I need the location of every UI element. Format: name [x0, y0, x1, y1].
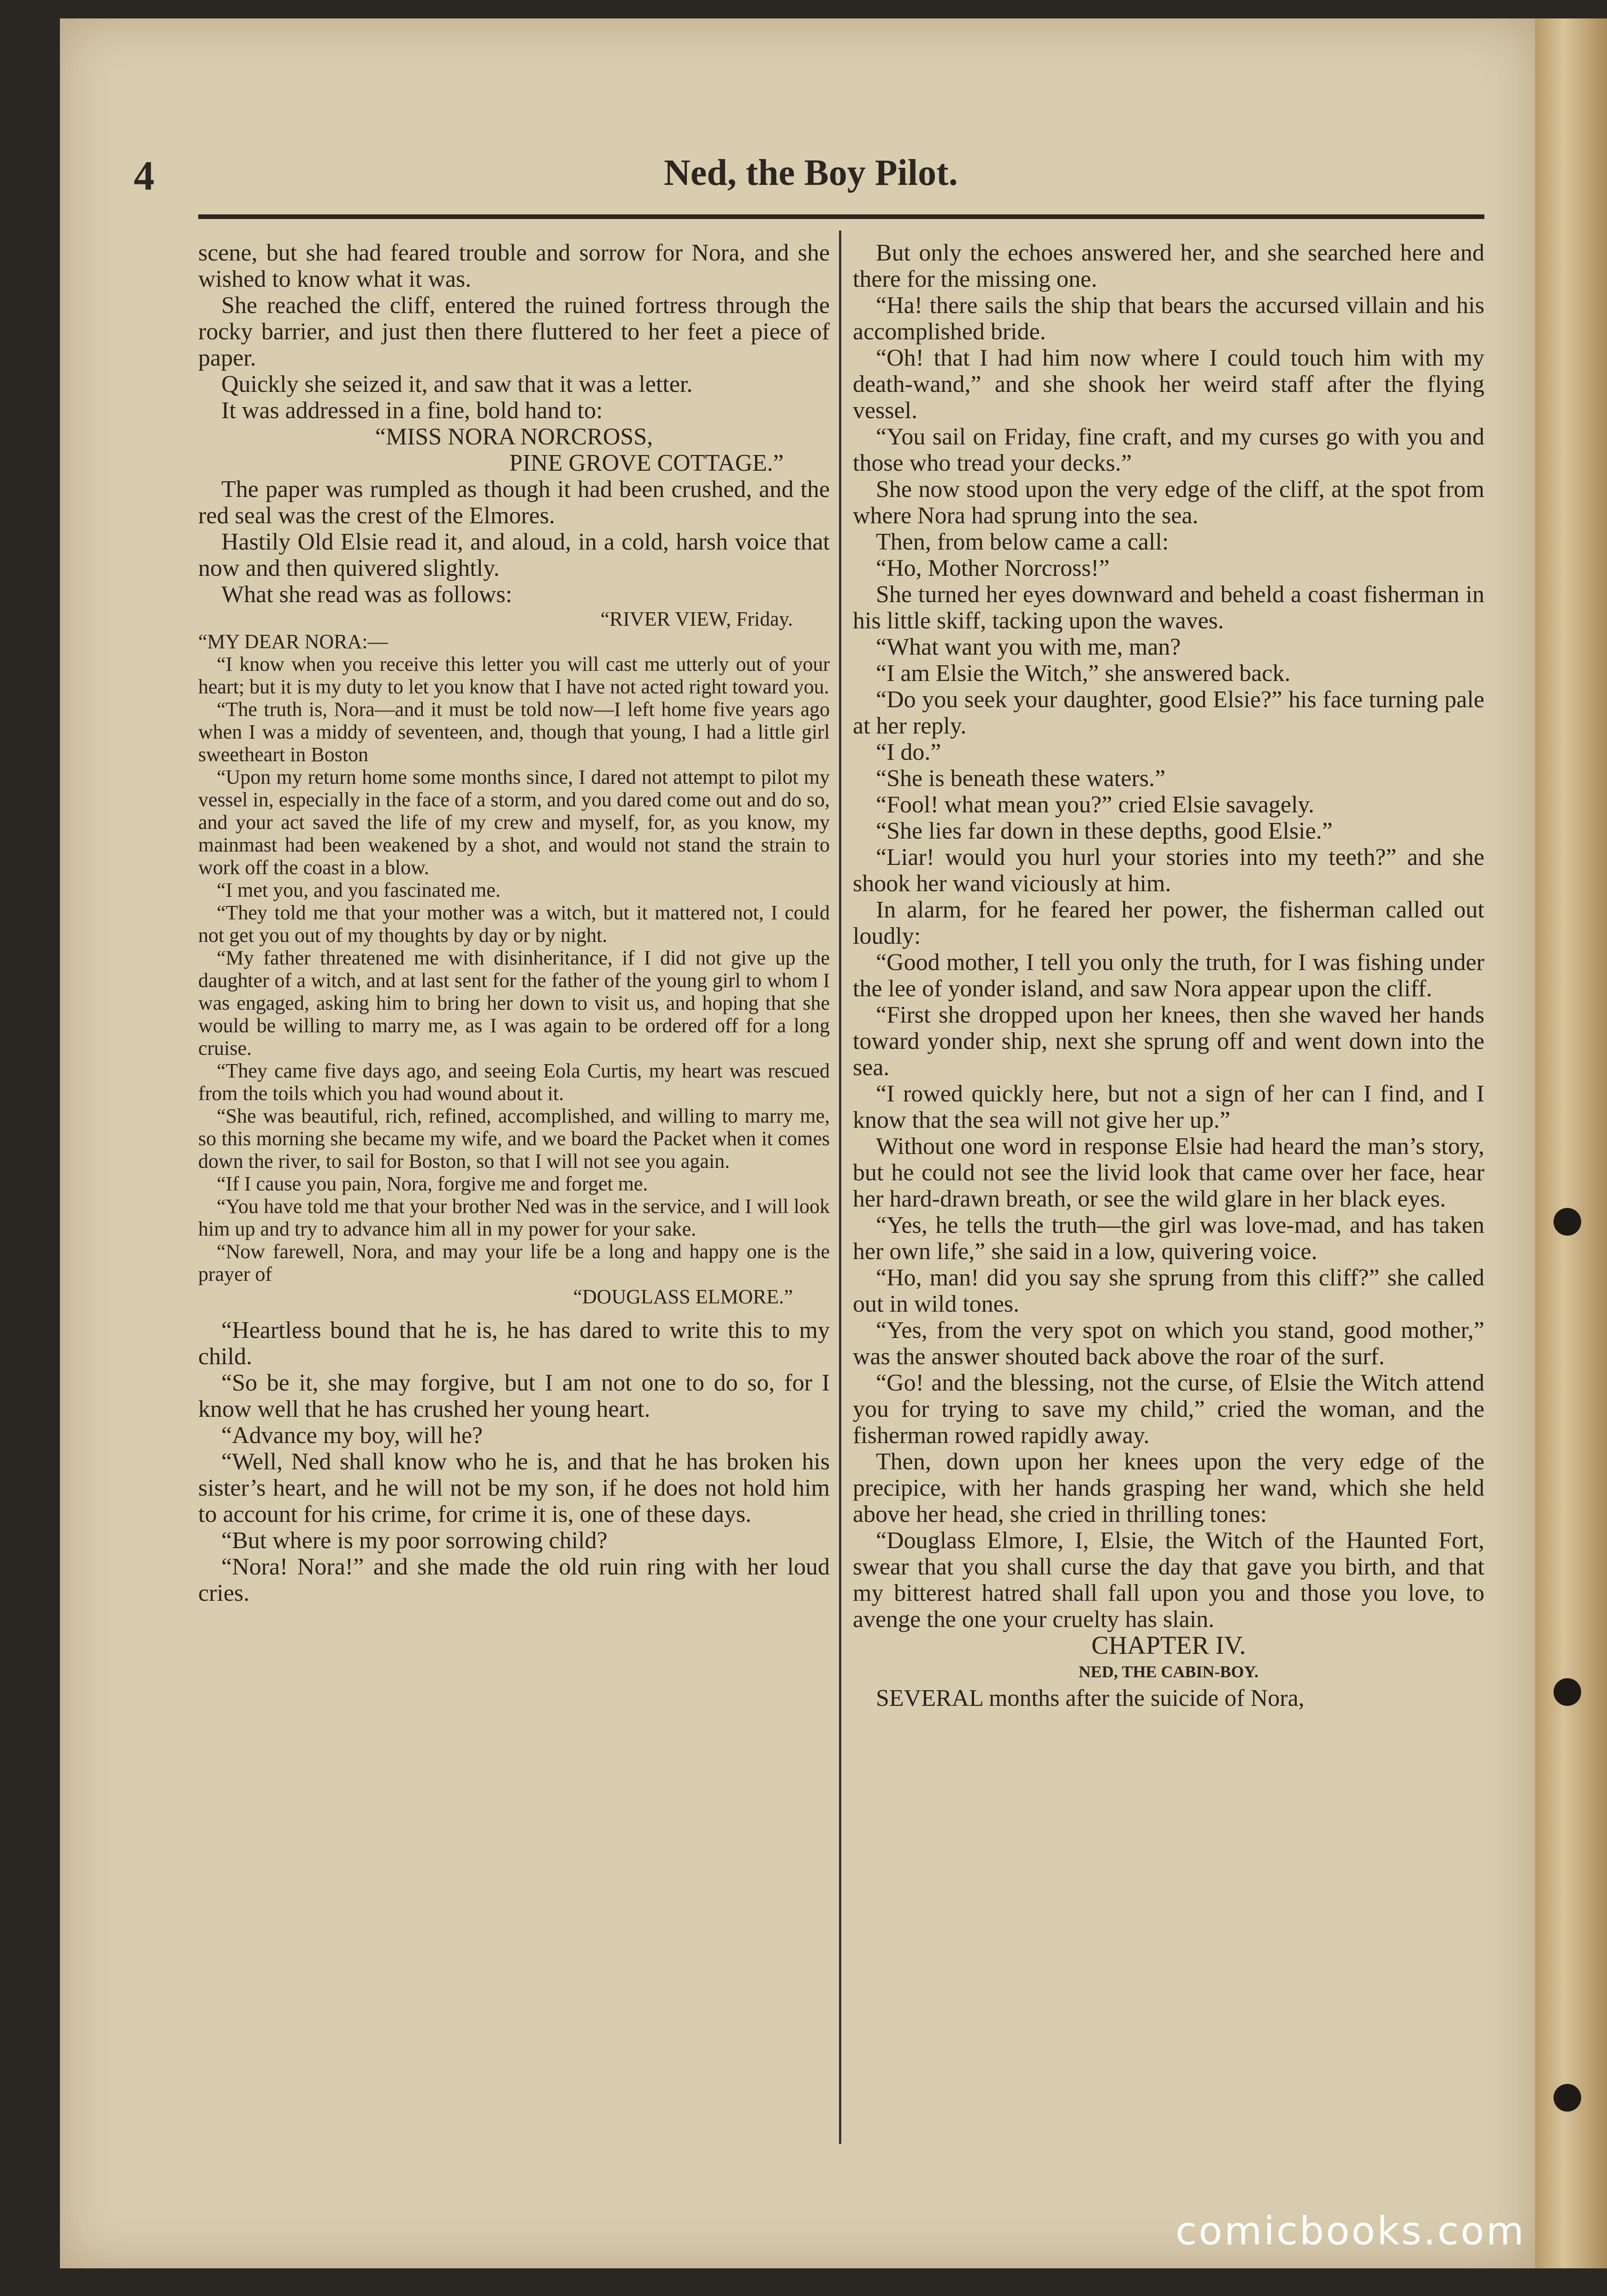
letter-block: [198, 608, 830, 1308]
page-header: [134, 152, 1494, 203]
paragraph: “She lies far down in these depths, good Elsie.”: [876, 818, 1333, 844]
paragraph: “Nora! Nora!” and she made the old ruin ring with her loud cries.: [198, 1554, 830, 1606]
address-name: “MISS NORA NORCROSS,: [375, 424, 653, 450]
letter-paragraph: “Now farewell, Nora, and may your life be a long and happy one is the prayer of: [198, 1240, 830, 1285]
letter-paragraph: “My father threatened me with disinheritance, if I did not give up the daughter of a witch, and at last sent for the father of the young girl to whom I was engaged, asking him to bring her down to visit us, and hoping that she would be willing to marry me, as I was again to be ordered off for a long cruise.: [198, 947, 830, 1059]
paragraph: “Do you seek your daughter, good Elsie?” his face turning pale at her reply.: [853, 686, 1484, 739]
paragraph: “Yes, he tells the truth—the girl was love-mad, and has taken her own life,” she said in a low, quivering voice.: [853, 1212, 1484, 1265]
letter-paragraph: “I met you, and you fascinated me.: [217, 879, 501, 901]
paragraph: “So be it, she may forgive, but I am not one to do so, for I know well that he has crushed her young heart.: [198, 1370, 830, 1422]
paragraph: “She is beneath these waters.”: [876, 765, 1166, 792]
letter-signature: “DOUGLASS ELMORE.”: [573, 1285, 793, 1308]
letter-paragraph: “The truth is, Nora—and it must be told now—I left home five years ago when I was a middy of seventeen, and, though that young, I had a little girl sweetheart in Boston: [198, 698, 830, 766]
letter-salutation: “MY DEAR NORA:—: [198, 630, 388, 653]
watermark-text: comicbooks.com: [1176, 2208, 1526, 2254]
paragraph: scene, but she had feared trouble and sorrow for Nora, and she wished to know what it was.: [198, 240, 830, 292]
staple-hole: [1554, 2084, 1581, 2112]
paragraph: “Yes, from the very spot on which you stand, good mother,” was the answer shouted back above the roar of the surf.: [853, 1317, 1484, 1370]
paragraph: Without one word in response Elsie had heard the man’s story, but he could not see the livid look that came over her face, hear her hard-drawn breath, or see the wild glare in her black eyes.: [853, 1133, 1484, 1212]
paragraph: “But where is my poor sorrowing child?: [221, 1527, 608, 1554]
column-divider: [839, 231, 841, 2144]
paragraph: What she read was as follows:: [221, 581, 513, 608]
address-place: PINE GROVE COTTAGE.”: [509, 450, 784, 476]
paragraph: Then, from below came a call:: [876, 529, 1169, 555]
staple-hole: [1554, 1678, 1581, 1706]
paragraph: “Good mother, I tell you only the truth, for I was fishing under the lee of yonder island, and saw Nora appear upon the cliff.: [853, 949, 1484, 1002]
paragraph: “Fool! what mean you?” cried Elsie savagely.: [876, 792, 1315, 818]
paragraph: But only the echoes answered her, and she searched here and there for the missing one.: [853, 240, 1484, 292]
letter-place: “RIVER VIEW, Friday.: [600, 608, 793, 630]
chapter-title: NED, THE CABIN-BOY.: [1078, 1663, 1259, 1681]
letter-paragraph: “They came five days ago, and seeing Eola Curtis, my heart was rescued from the toils which you had wound about it.: [198, 1059, 830, 1105]
staple-hole: [1554, 1208, 1581, 1236]
paragraph: It was addressed in a fine, bold hand to:: [221, 397, 603, 424]
paragraph: Then, down upon her knees upon the very edge of the precipice, with her hands grasping her wand, which she held above her head, she cried in thrilling tones:: [853, 1449, 1484, 1527]
paragraph: Quickly she seized it, and saw that it was a letter.: [221, 371, 693, 397]
paragraph: “You sail on Friday, fine craft, and my curses go with you and those who tread your decks.”: [853, 424, 1484, 476]
chapter-heading: CHAPTER IV.: [1091, 1631, 1246, 1660]
paragraph: The paper was rumpled as though it had been crushed, and the red seal was the crest of the Elmores.: [198, 476, 830, 529]
paragraph: She reached the cliff, entered the ruined fortress through the rocky barrier, and just then there fluttered to her feet a piece of paper.: [198, 292, 830, 371]
paragraph: “Douglass Elmore, I, Elsie, the Witch of the Haunted Fort, swear that you shall curse the day that gave you birth, and that my bitterest hatred shall fall upon you and those you love, to avenge the one your cruelty has slain.: [853, 1527, 1484, 1633]
paragraph: “Heartless bound that he is, he has dared to write this to my child.: [198, 1317, 830, 1370]
letter-paragraph: “You have told me that your brother Ned was in the service, and I will look him up and try to advance him all in my power for your sake.: [198, 1195, 830, 1240]
paragraph: “Ha! there sails the ship that bears the accursed villain and his accomplished bride.: [853, 292, 1484, 345]
paragraph: SEVERAL months after the suicide of Nora,: [876, 1685, 1305, 1711]
paragraph: “First she dropped upon her knees, then she waved her hands toward yonder ship, next she sprung off and went down into the sea.: [853, 1002, 1484, 1081]
paragraph: In alarm, for he feared her power, the fisherman called out loudly:: [853, 897, 1484, 949]
paragraph: “Ho, Mother Norcross!”: [876, 555, 1110, 581]
paragraph: “I rowed quickly here, but not a sign of her can I find, and I know that the sea will not give her up.”: [853, 1081, 1484, 1133]
paragraph: She now stood upon the very edge of the cliff, at the spot from where Nora had sprung into the sea.: [853, 476, 1484, 529]
paragraph: “Advance my boy, will he?: [221, 1422, 483, 1449]
paragraph: Hastily Old Elsie read it, and aloud, in a cold, harsh voice that now and then quivered slightly.: [198, 529, 830, 581]
page-title: Ned, the Boy Pilot.: [664, 153, 958, 193]
page-number: 4: [134, 153, 154, 199]
letter-paragraph: “If I cause you pain, Nora, forgive me and forget me.: [217, 1172, 648, 1195]
right-column: [853, 240, 1484, 1711]
paragraph: “Well, Ned shall know who he is, and that he has broken his sister’s heart, and he will not be my son, if he does not hold him to account for his crime, for crime it is, one of these days.: [198, 1449, 830, 1527]
paragraph: “I do.”: [876, 739, 941, 765]
letter-paragraph: “She was beautiful, rich, refined, accomplished, and willing to marry me, so this morning she became my wife, and we board the Packet when it comes down the river, to sail for Boston, so that I will not see you again.: [198, 1105, 830, 1172]
paragraph: “What want you with me, man?: [876, 634, 1181, 660]
paragraph: She turned her eyes downward and beheld a coast fisherman in his little skiff, tacking upon the waves.: [853, 581, 1484, 634]
page-spine: [1535, 18, 1607, 2268]
paragraph: “Go! and the blessing, not the curse, of Elsie the Witch attend you for trying to save my child,” cried the woman, and the fisherman rowed rapidly away.: [853, 1370, 1484, 1449]
left-column: [198, 240, 830, 1606]
paragraph: “I am Elsie the Witch,” she answered back.: [876, 660, 1291, 686]
paragraph: “Oh! that I had him now where I could touch him with my death-wand,” and she shook her weird staff after the flying vessel.: [853, 345, 1484, 424]
paragraph: “Ho, man! did you say she sprung from this cliff?” she called out in wild tones.: [853, 1265, 1484, 1317]
letter-paragraph: “I know when you receive this letter you will cast me utterly out of your heart; but it is my duty to let you know that I have not acted right toward you.: [198, 653, 830, 698]
letter-paragraph: “Upon my return home some months since, I dared not attempt to pilot my vessel in, especially in the face of a storm, and you dared come out and do so, and your act saved the life of my crew and myself, for, as you know, my mainmast had been weakened by a shot, and would not stand the strain to work off the coast in a blow.: [198, 766, 830, 879]
header-rule: [198, 214, 1484, 219]
letter-paragraph: “They told me that your mother was a witch, but it mattered not, I could not get you out of my thoughts by day or by night.: [198, 901, 830, 947]
paragraph: “Liar! would you hurl your stories into my teeth?” and she shook her wand viciously at him.: [853, 844, 1484, 897]
